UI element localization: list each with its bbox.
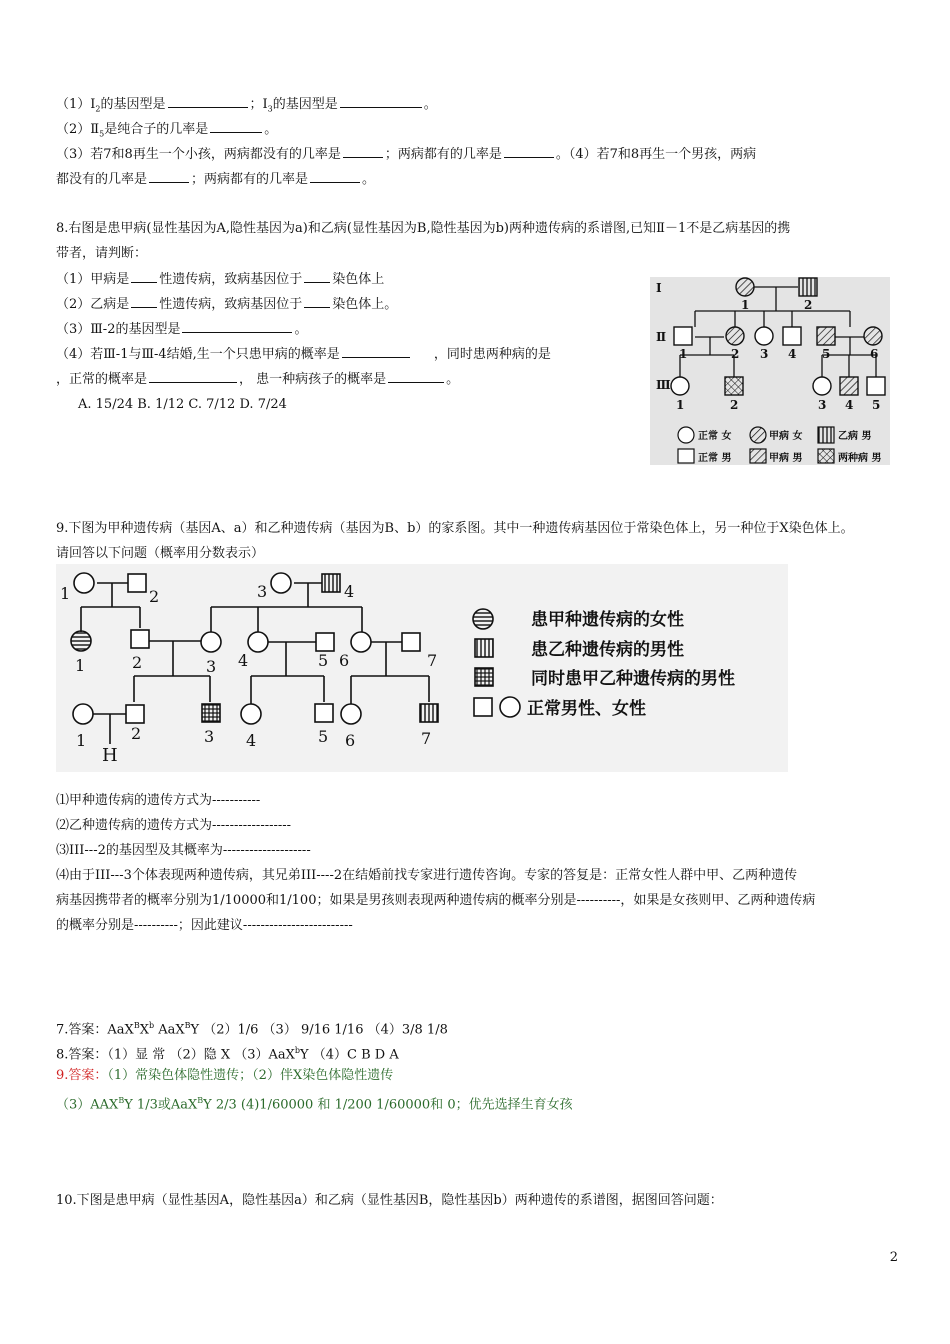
answer-blank[interactable]: [182, 320, 292, 333]
q8-part-3: （3）Ⅲ-2的基因型是 。: [56, 322, 308, 337]
individual-number: 4: [246, 731, 257, 750]
q7-line-2: $(2)Ⅱ_5$是纯合子的几率是 。: [56, 122, 278, 139]
q9-pedigree-figure: [56, 564, 788, 772]
individual-number: 3: [204, 727, 215, 746]
individual-number: 7: [421, 729, 432, 748]
pedigree-node-I4: [322, 574, 340, 592]
pedigree-node-III7: [420, 704, 438, 722]
answer-9-part-1: 9.答案：（1）常染色体隐性遗传；（2）伴X染色体隐性遗传: [56, 1068, 394, 1083]
answer-8: 8.答案：（1）显 常 （2）隐 X （3）AaX$^b$Y （4）C B D A: [56, 1046, 399, 1063]
legend-label: 患甲种遗传病的女性: [531, 610, 684, 630]
pedigree-node-II2: [726, 327, 744, 345]
individual-number: 2: [804, 298, 813, 312]
answer-blank[interactable]: [304, 295, 330, 308]
answer-blank[interactable]: [168, 95, 248, 108]
generation-label: Ⅱ: [656, 330, 667, 344]
q8-intro-1: 8.右图是患甲病(显性基因为A,隐性基因为a)和乙病(显性基因为B,隐性基因为b)两种遗传病的系谱图,已知Ⅱ－1不是乙病基因的携: [56, 221, 791, 236]
q8-part-2: （2）乙病是 性遗传病，致病基因位于 染色体上。: [56, 297, 398, 312]
pedigree-node-II5: [316, 633, 334, 651]
q7-line-4: 都没有的几率是 ；两病都有的几率是 。: [56, 172, 376, 187]
q9-question-2: ⑵乙种遗传病的遗传方式为------------------: [56, 818, 292, 833]
individual-number: 4: [788, 347, 797, 361]
individual-number: 3: [760, 347, 769, 361]
q9-intro-1: 9.下图为甲种遗传病（基因A、a）和乙种遗传病（基因为B、b）的家系图。其中一种遗传病基因位于常染色体上，另一种位于X染色体上。: [56, 521, 854, 536]
individual-label-h: H: [102, 745, 118, 766]
individual-number: 3: [206, 657, 217, 676]
individual-number: 1: [741, 298, 750, 312]
q8-part-4: （4）若Ⅲ-1与Ⅲ-4结婚,生一个只患甲病的概率是 ，同时患两种病的是: [56, 347, 551, 362]
legend-label: 正常男性、女性: [527, 699, 646, 719]
individual-number: 6: [339, 651, 350, 670]
answer-blank[interactable]: [131, 270, 157, 283]
generation-label: Ⅲ: [656, 378, 671, 392]
answer-blank[interactable]: [131, 295, 157, 308]
q8-options: A. 15/24 B. 1/12 C. 7/12 D. 7/24: [78, 397, 287, 412]
pedigree-node-II3: [201, 632, 221, 652]
individual-number: 1: [60, 584, 71, 603]
answer-blank[interactable]: [388, 370, 444, 383]
pedigree-node-III4: [241, 704, 261, 724]
legend-label: 正常 男: [698, 453, 732, 464]
q8-pedigree-figure: [650, 277, 890, 465]
legend-label: 正常 女: [698, 431, 732, 442]
pedigree-node-III6: [341, 704, 361, 724]
pedigree-node-I1: [74, 573, 94, 593]
pedigree-node-II1: [674, 327, 692, 345]
q9-question-4c: 的概率分别是----------；因此建议-------------------------: [56, 918, 353, 933]
answer-blank[interactable]: [310, 170, 360, 183]
individual-number: 6: [870, 347, 879, 361]
pedigree-node-I2: [128, 574, 146, 592]
legend-label: 患乙种遗传病的男性: [531, 640, 684, 660]
pedigree-node-III3: [202, 704, 220, 722]
q9-question-3: ⑶III---2的基因型及其概率为--------------------: [56, 843, 311, 858]
pedigree-node-III2: [725, 377, 743, 395]
page-number: 2: [889, 1250, 898, 1265]
legend-label: 甲病 女: [769, 431, 803, 442]
pedigree-node-II7: [402, 633, 420, 651]
q7-line-3: （3）若7和8再生一个小孩，两病都没有的几率是 ；两病都有的几率是 。（4）若7和8再生一个男孩，两病: [56, 147, 757, 162]
pedigree-node-II4: [248, 632, 268, 652]
answer-blank[interactable]: [504, 145, 554, 158]
q10-intro: 10.下图是患甲病（显性基因A，隐性基因a）和乙病（显性基因B，隐性基因b）两种遗传的系谱图，据图回答问题：: [56, 1193, 723, 1208]
answer-blank[interactable]: [149, 170, 189, 183]
individual-number: 2: [149, 587, 160, 606]
pedigree-node-III5: [867, 377, 885, 395]
individual-number: 4: [238, 651, 249, 670]
q7-line-1: $(1)Ⅰ_2$的基因型是 ；$Ⅰ_3$的基因型是 。: [56, 97, 437, 114]
q9-question-4b: 病基因携带者的概率分别为1/10000和1/100；如果是男孩则表现两种遗传病的概率分别是----------，如果是女孩则甲、乙两种遗传病: [56, 893, 816, 908]
pedigree-node-II1: [71, 631, 91, 651]
pedigree-node-II6: [864, 327, 882, 345]
q9-intro-2: 请回答以下问题（概率用分数表示）: [56, 546, 265, 561]
q9-question-1: ⑴甲种遗传病的遗传方式为-----------: [56, 793, 261, 808]
answer-blank[interactable]: [340, 95, 422, 108]
pedigree-node-III3: [813, 377, 831, 395]
answer-7: 7.答案：$AaX^BX^b$ AaX$^B$Y （2）1/6 （3） 9/16 1/16 （4）3/8 1/8: [56, 1021, 448, 1038]
answer-blank[interactable]: [210, 120, 262, 133]
pedigree-node-I1: [736, 278, 754, 296]
legend-label: 甲病 男: [769, 453, 803, 464]
pedigree-node-III5: [315, 704, 333, 722]
individual-number: 4: [344, 582, 355, 601]
q8-part-1: （1）甲病是 性遗传病，致病基因位于 染色体上: [56, 272, 385, 287]
individual-number: 1: [679, 347, 688, 361]
q8-intro-2: 带者，请判断：: [56, 246, 148, 261]
legend-label: 两种病 男: [838, 453, 882, 464]
pedigree-node-II5: [817, 327, 835, 345]
pedigree-node-III1: [671, 377, 689, 395]
individual-number: 3: [257, 582, 268, 601]
q9-question-4a: ⑷由于III---3个体表现两种遗传病，其兄弟III----2在结婚前找专家进行遗传咨询。专家的答复是：正常女性人群中甲、乙两种遗传: [56, 868, 798, 883]
individual-number: 5: [318, 651, 329, 670]
individual-number: 1: [76, 731, 87, 750]
individual-number: 3: [818, 398, 827, 412]
pedigree-node-II6: [351, 632, 371, 652]
legend-label: 乙病 男: [838, 431, 872, 442]
generation-label: Ⅰ: [656, 281, 662, 295]
pedigree-node-II3: [755, 327, 773, 345]
pedigree-node-III4: [840, 377, 858, 395]
individual-number: 5: [822, 347, 831, 361]
individual-number: 2: [731, 347, 740, 361]
pedigree-node-I3: [271, 573, 291, 593]
pedigree-node-I2: [799, 278, 817, 296]
individual-number: 5: [318, 727, 329, 746]
answer-9-label: 9.答案：: [56, 1068, 108, 1083]
answer-blank[interactable]: [149, 370, 237, 383]
q8-part-5: ，正常的概率是 ， 患一种病孩子的概率是 。: [56, 372, 460, 387]
individual-number: 5: [872, 398, 881, 412]
individual-number: 7: [427, 651, 438, 670]
individual-number: 2: [131, 724, 142, 743]
individual-number: 2: [730, 398, 739, 412]
pedigree-node-II2: [131, 630, 149, 648]
pedigree-node-III1: [73, 704, 93, 724]
pedigree-node-III2: [126, 705, 144, 723]
legend-label: 同时患甲乙种遗传病的男性: [531, 669, 735, 689]
answer-blank[interactable]: [304, 270, 330, 283]
answer-9-part-2: $(3)AAX^BY$ 1/3或AaX$^B$Y 2/3 (4)1/60000 和 1/200 1/60000和 0；优先选择生育女孩: [56, 1096, 573, 1113]
individual-number: 6: [345, 731, 356, 750]
individual-number: 1: [75, 656, 86, 675]
individual-number: 2: [132, 653, 143, 672]
answer-blank[interactable]: [343, 145, 383, 158]
pedigree-node-II4: [783, 327, 801, 345]
individual-number: 4: [845, 398, 854, 412]
individual-number: 1: [676, 398, 685, 412]
answer-blank[interactable]: [342, 345, 410, 358]
